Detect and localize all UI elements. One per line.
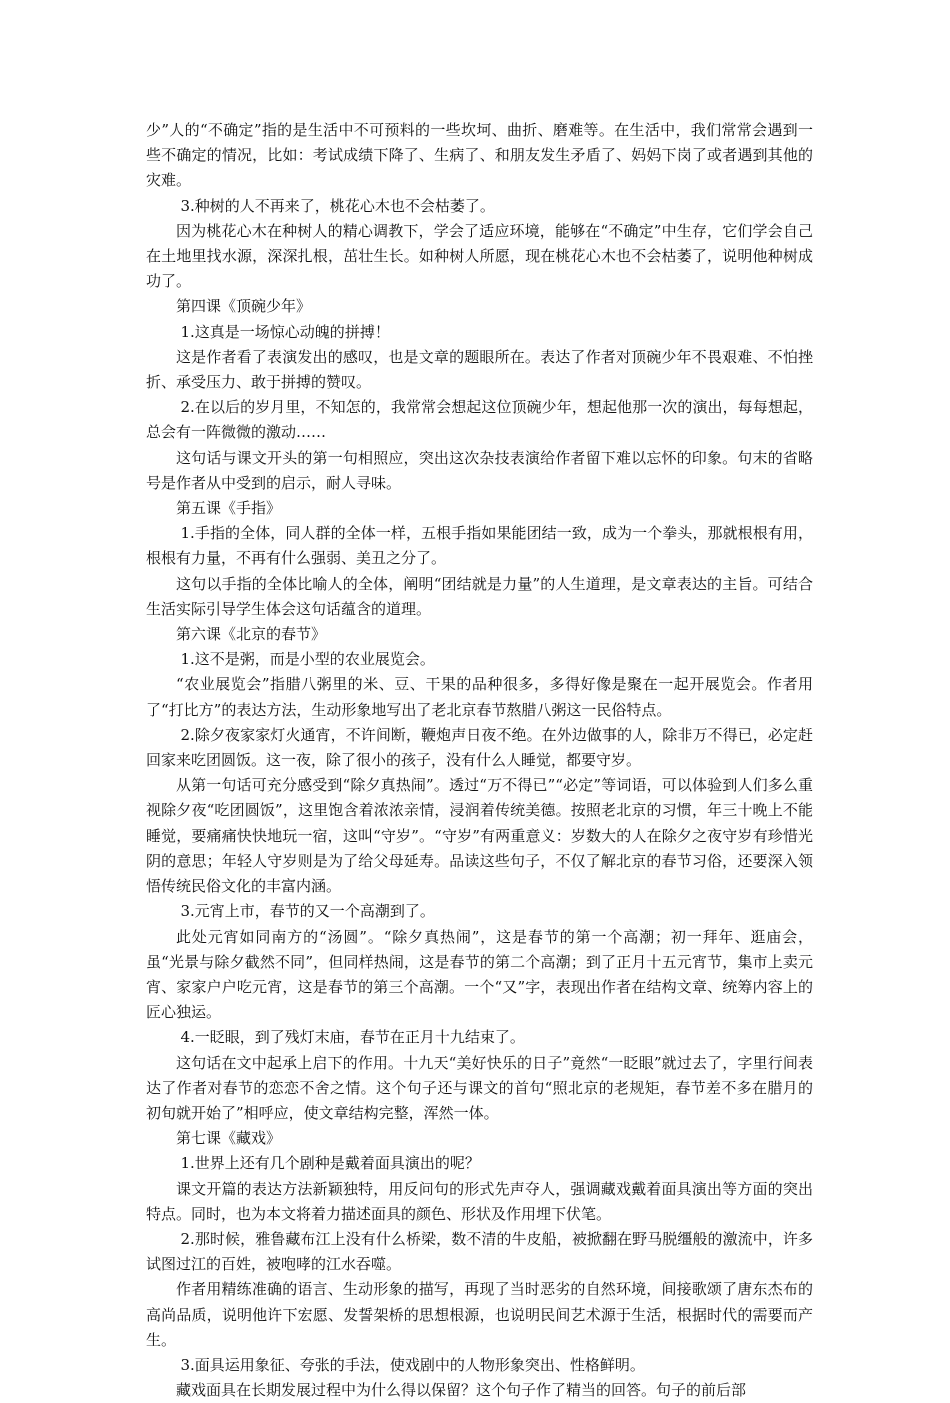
quoted-sentence: 2.那时候，雅鲁藏布江上没有什么桥梁，数不清的牛皮船，被掀翻在野马脱缰般的激流中，许多试图过江的百姓，被咆哮的江水吞噬。 xyxy=(146,1229,813,1274)
paragraph: “农业展览会”指腊八粥里的米、豆、干果的品种很多，多得好像是聚在一起开展览会。作者用了“打比方”的表达方法，生动形象地写出了老北京春节熬腊八粥这一民俗特点。 xyxy=(146,675,813,719)
paragraph: 少”人的“不确定”指的是生活中不可预料的一些坎坷、曲折、磨难等。在生活中，我们常常会遇到一些不确定的情况，比如：考试成绩下降了、生病了、和朋友发生矛盾了、妈妈下岗了或者遇到其他的灾难。 xyxy=(146,121,813,190)
paragraph: 从第一句话可充分感受到“除夕真热闹”。透过“万不得已”“必定”等词语，可以体验到人们多么重视除夕夜“吃团圆饭”，这里饱含着浓浓亲情，浸润着传统美德。按照老北京的习惯，年三十晚上不能睡觉，要痛痛快快地玩一宿，这叫“守岁”。“守岁”有两重意义：岁数大的人在除夕之夜守岁有珍惜光阴的意思；年轻人守岁则是为了给父母延寿。品读这些句子，不仅了解北京的春节习俗，还要深入领悟传统民俗文化的丰富内涵。 xyxy=(146,776,813,896)
quoted-sentence: 1.世界上还有几个剧种是戴着面具演出的呢？ xyxy=(180,1154,480,1173)
lesson-heading: 第六课《北京的春节》 xyxy=(176,625,327,644)
document-page xyxy=(146,118,813,1403)
quoted-sentence: 3.种树的人不再来了，桃花心木也不会枯萎了。 xyxy=(180,196,495,215)
paragraph: 因为桃花心木在种树人的精心调教下，学会了适应环境，能够在“不确定”中生存，它们学会自己在土地里找水源，深深扎根，茁壮生长。如种树人所愿，现在桃花心木也不会枯萎了，说明他种树成功了。 xyxy=(146,221,813,291)
paragraph: 这是作者看了表演发出的感叹，也是文章的题眼所在。表达了作者对顶碗少年不畏艰难、不怕挫折、承受压力、敢于拼搏的赞叹。 xyxy=(146,347,813,392)
lesson-heading: 第七课《藏戏》 xyxy=(176,1129,282,1148)
paragraph: 课文开篇的表达方法新颖独特，用反问句的形式先声夺人，强调藏戏戴着面具演出等方面的突出特点。同时，也为本文将着力描述面具的颜色、形状及作用埋下伏笔。 xyxy=(146,1179,813,1223)
quoted-sentence: 3.面具运用象征、夸张的手法，使戏剧中的人物形象突出、性格鲜明。 xyxy=(180,1355,645,1374)
quoted-sentence: 1.这不是粥，而是小型的农业展览会。 xyxy=(180,650,435,669)
paragraph: 此处元宵如同南方的“汤圆”。“除夕真热闹”，这是春节的第一个高潮；初一拜年、逛庙会，虽“光景与除夕截然不同”，但同样热闹，这是春节的第二个高潮；到了正月十五元宵节，集市上卖元宵、家家户户吃元宵，这是春节的第三个高潮。一个“又”字，表现出作者在结构文章、统筹内容上的匠心独运。 xyxy=(146,927,813,1022)
paragraph: 这句以手指的全体比喻人的全体，阐明“团结就是力量”的人生道理，是文章表达的主旨。可结合生活实际引导学生体会这句话蕴含的道理。 xyxy=(146,574,813,618)
paragraph: 藏戏面具在长期发展过程中为什么得以保留？这个句子作了精当的回答。句子的前后部 xyxy=(176,1381,747,1400)
quoted-sentence: 2.在以后的岁月里，不知怎的，我常常会想起这位顶碗少年，想起他那一次的演出，每每想起，总会有一阵微微的激动…… xyxy=(146,398,813,442)
lesson-heading: 第五课《手指》 xyxy=(176,499,282,518)
quoted-sentence: 2.除夕夜家家灯火通宵，不许间断，鞭炮声日夜不绝。在外边做事的人，除非万不得已，必定赶回家来吃团圆饭。这一夜，除了很小的孩子，没有什么人睡觉，都要守岁。 xyxy=(146,725,813,770)
paragraph: 这句话与课文开头的第一句相照应，突出这次杂技表演给作者留下难以忘怀的印象。句末的省略号是作者从中受到的启示，耐人寻味。 xyxy=(146,448,813,492)
quoted-sentence: 1.这真是一场惊心动魄的拼搏！ xyxy=(180,322,390,341)
quoted-sentence: 1.手指的全体，同人群的全体一样，五根手指如果能团结一致，成为一个拳头，那就根根有用，根根有力量，不再有什么强弱、美丑之分了。 xyxy=(146,524,813,568)
lesson-heading: 第四课《顶碗少年》 xyxy=(176,297,312,316)
quoted-sentence: 3.元宵上市，春节的又一个高潮到了。 xyxy=(180,902,435,921)
paragraph: 这句话在文中起承上启下的作用。十九天“美好快乐的日子”竟然“一眨眼”就过去了，字里行间表达了作者对春节的恋恋不舍之情。这个句子还与课文的首句“照北京的老规矩，春节差不多在腊月的初旬就开始了”相呼应，使文章结构完整，浑然一体。 xyxy=(146,1053,813,1122)
paragraph: 作者用精练准确的语言、生动形象的描写，再现了当时恶劣的自然环境，间接歌颂了唐东杰布的高尚品质，说明他许下宏愿、发誓架桥的思想根源，也说明民间艺术源于生活，根据时代的需要而产生。 xyxy=(146,1280,813,1349)
quoted-sentence: 4.一眨眼，到了残灯末庙，春节在正月十九结束了。 xyxy=(180,1028,525,1047)
